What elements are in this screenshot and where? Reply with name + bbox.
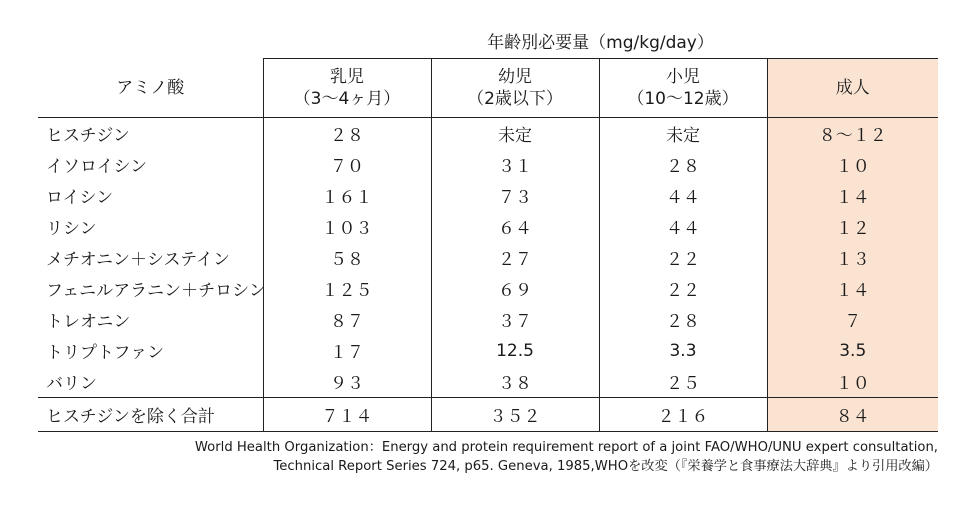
infant-value: ７０ bbox=[263, 149, 431, 180]
infant-value: ５８ bbox=[263, 242, 431, 273]
amino-acid-name: メチオニン＋システイン bbox=[46, 250, 230, 270]
table-row bbox=[38, 366, 938, 398]
infant-value: ８７ bbox=[263, 304, 431, 335]
child-value: 未定 bbox=[599, 118, 767, 150]
infant-value: １６１ bbox=[263, 180, 431, 211]
amino-acid-name: トレオニン bbox=[46, 312, 131, 332]
amino-acid-name: バリン bbox=[46, 374, 97, 394]
infant-value: １７ bbox=[263, 335, 431, 366]
amino-acid-name: ヒスチジン bbox=[46, 126, 130, 146]
table-row bbox=[38, 180, 938, 211]
child-value: ２８ bbox=[599, 149, 767, 180]
toddler-value: 未定 bbox=[431, 118, 599, 150]
toddler-value: ７３ bbox=[431, 180, 599, 211]
column-header-child-label: 小児 bbox=[666, 67, 700, 87]
column-header-row bbox=[38, 59, 938, 118]
column-header-child bbox=[599, 59, 767, 118]
column-header-infant bbox=[263, 59, 431, 118]
adult-value: １０ bbox=[767, 366, 938, 398]
toddler-value: ３１ bbox=[431, 149, 599, 180]
child-value: ２２ bbox=[599, 273, 767, 304]
adult-value: １３ bbox=[767, 242, 938, 273]
table-row bbox=[38, 149, 938, 180]
column-header-infant-label: 乳児 bbox=[330, 67, 364, 87]
adult-value: 3.5 bbox=[767, 335, 938, 366]
table-row bbox=[38, 211, 938, 242]
toddler-value: ６９ bbox=[431, 273, 599, 304]
adult-value: ８～１２ bbox=[767, 118, 938, 150]
amino-acid-name: ロイシン bbox=[46, 188, 114, 208]
table-row bbox=[38, 118, 938, 150]
toddler-value: ６４ bbox=[431, 211, 599, 242]
column-header-child-age: （10～12歳） bbox=[627, 89, 739, 109]
toddler-value: ２７ bbox=[431, 242, 599, 273]
amino-acid-requirement-figure bbox=[38, 28, 938, 474]
infant-value: １２５ bbox=[263, 273, 431, 304]
source-citation-line-2: Technical Report Series 724, p65. Geneva, 1985,WHOを改変（『栄養学と食事療法大辞典』より引用改編） bbox=[273, 459, 938, 474]
amino-acid-requirement-table bbox=[38, 28, 938, 432]
group-header-title: 年齢別必要量（mg/kg/day） bbox=[263, 28, 938, 59]
child-value: ２５ bbox=[599, 366, 767, 398]
child-value: 3.3 bbox=[599, 335, 767, 366]
total-adult-value: ８４ bbox=[767, 398, 938, 432]
toddler-value: ３７ bbox=[431, 304, 599, 335]
amino-acid-name: トリプトファン bbox=[46, 343, 165, 363]
adult-value: １４ bbox=[767, 273, 938, 304]
infant-value: １０３ bbox=[263, 211, 431, 242]
group-header-spacer bbox=[38, 28, 263, 59]
adult-value: ７ bbox=[767, 304, 938, 335]
total-label: ヒスチジンを除く合計 bbox=[38, 398, 263, 432]
infant-value: ２８ bbox=[263, 118, 431, 150]
adult-value: １４ bbox=[767, 180, 938, 211]
adult-value: １２ bbox=[767, 211, 938, 242]
child-value: ２２ bbox=[599, 242, 767, 273]
table-row bbox=[38, 273, 938, 304]
table-row bbox=[38, 304, 938, 335]
amino-acid-name: フェニルアラニン＋チロシン bbox=[46, 281, 266, 301]
column-header-adult: 成人 bbox=[767, 59, 938, 118]
amino-acid-name: リシン bbox=[46, 219, 97, 239]
total-child-value: ２１６ bbox=[599, 398, 767, 432]
adult-value: １０ bbox=[767, 149, 938, 180]
toddler-value: ３８ bbox=[431, 366, 599, 398]
child-value: ２８ bbox=[599, 304, 767, 335]
child-value: ４４ bbox=[599, 180, 767, 211]
table-row bbox=[38, 335, 938, 366]
table-row bbox=[38, 242, 938, 273]
column-header-toddler-label: 幼児 bbox=[498, 67, 532, 87]
column-header-infant-age: （3～4ヶ月） bbox=[293, 89, 401, 109]
child-value: ４４ bbox=[599, 211, 767, 242]
infant-value: ９３ bbox=[263, 366, 431, 398]
group-header-row bbox=[38, 28, 938, 59]
source-citation bbox=[38, 438, 938, 476]
source-citation-line-1: World Health Organization：Energy and protein requirement report of a joint FAO/WHO/UNU expert consultation, bbox=[194, 440, 938, 455]
column-header-toddler bbox=[431, 59, 599, 118]
total-toddler-value: ３５２ bbox=[431, 398, 599, 432]
column-header-toddler-age: （2歳以下） bbox=[467, 89, 563, 109]
amino-acid-name: イソロイシン bbox=[46, 157, 148, 177]
toddler-value: 12.5 bbox=[431, 335, 599, 366]
total-row bbox=[38, 398, 938, 432]
total-infant-value: ７１４ bbox=[263, 398, 431, 432]
column-header-amino: アミノ酸 bbox=[38, 59, 263, 118]
